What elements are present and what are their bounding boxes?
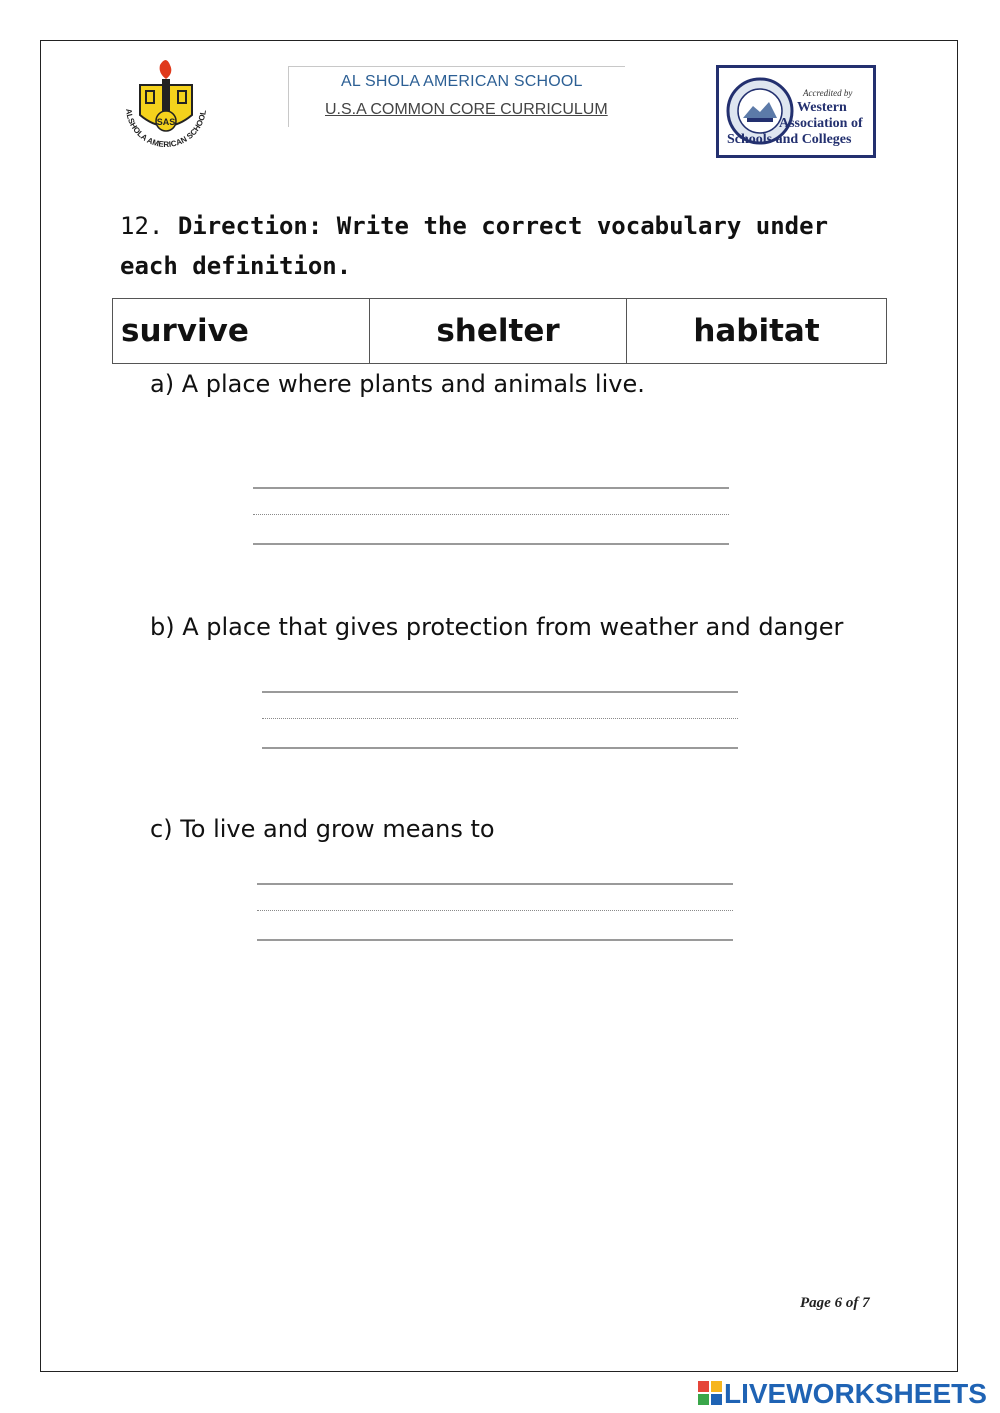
question-text: Direction: Write the correct vocabulary under each definition. xyxy=(120,212,829,280)
word-bank-item: habitat xyxy=(627,299,887,364)
definition-c: c) To live and grow means to xyxy=(150,815,495,843)
school-logo-ring-text: ALSHOLA AMERICAN SCHOOL xyxy=(123,108,208,150)
question-direction xyxy=(120,206,880,286)
school-logo-initials: SAS xyxy=(156,117,176,127)
brand-name: LIVEWORKSHEETS xyxy=(724,1378,987,1409)
liveworksheets-logo-icon xyxy=(698,1381,722,1405)
word-bank-item: survive xyxy=(113,299,370,364)
definition-a: a) A place where plants and animals live. xyxy=(150,370,645,398)
answer-field-a[interactable] xyxy=(253,487,729,551)
word-bank xyxy=(112,298,887,364)
definition-b: b) A place that gives protection from weather and danger xyxy=(150,613,844,641)
school-logo xyxy=(112,55,220,159)
curriculum-title: U.S.A COMMON CORE CURRICULUM xyxy=(325,101,608,118)
accreditation-badge xyxy=(716,65,876,158)
school-name: AL SHOLA AMERICAN SCHOOL xyxy=(341,73,583,90)
accreditation-line-1: Western xyxy=(797,100,847,115)
accreditation-line-3: Schools and Colleges xyxy=(727,132,852,147)
answer-field-b[interactable] xyxy=(262,691,738,755)
accreditation-line-2: Association of xyxy=(779,116,863,131)
word-bank-item: shelter xyxy=(370,299,627,364)
page-number: Page 6 of 7 xyxy=(800,1295,870,1311)
accredited-by-label: Accredited by xyxy=(803,88,853,98)
question-number: 12. xyxy=(120,212,164,240)
answer-field-c[interactable] xyxy=(257,883,733,947)
school-header xyxy=(288,66,625,127)
